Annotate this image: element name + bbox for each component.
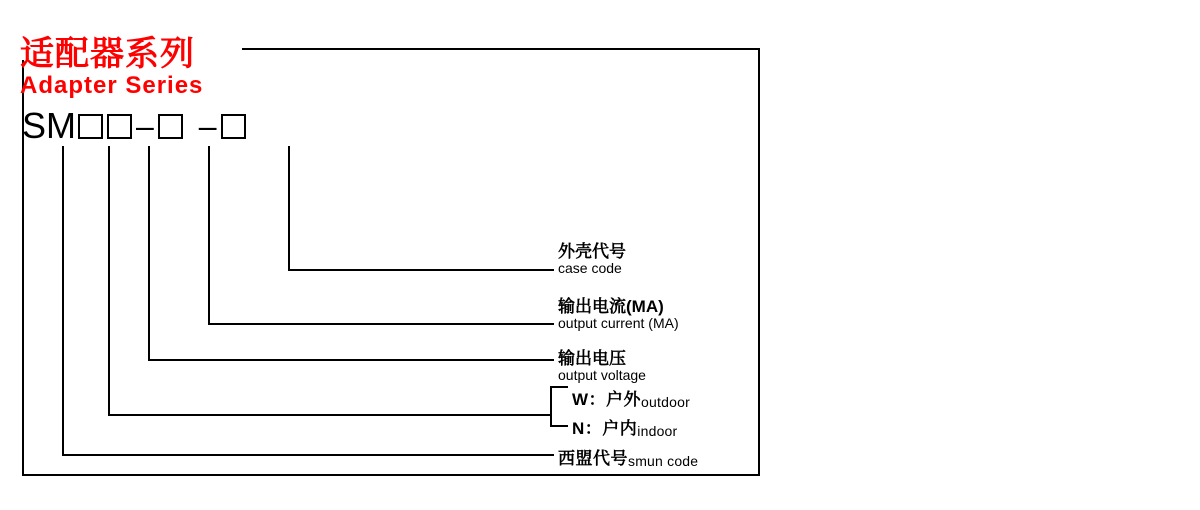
callout-case-code-en: case code (558, 259, 622, 276)
stub-current (208, 146, 210, 160)
code-box-voltage-b (107, 114, 132, 139)
frame-top-line (242, 48, 760, 50)
callout-indoor-en: indoor (637, 423, 678, 439)
callout-outdoor (572, 385, 690, 410)
model-code-pattern (22, 106, 248, 146)
leader-voltage-vertical (148, 160, 150, 360)
leader-current-vertical (208, 160, 210, 324)
code-box-voltage-a (78, 114, 103, 139)
stub-smun (62, 146, 64, 160)
callout-output-current (558, 298, 679, 331)
callout-case-code (558, 243, 626, 276)
frame-right-line (758, 48, 760, 476)
leader-indoor-outdoor-horizontal (108, 414, 550, 416)
frame-bottom-line (22, 474, 760, 476)
leader-case-horizontal (288, 269, 554, 271)
callout-smun-code-cn: 西盟代号 (558, 449, 628, 468)
bracket-vertical (550, 386, 552, 426)
stub-case (288, 146, 290, 160)
callout-output-voltage-en: output voltage (558, 366, 646, 383)
stub-indoor-outdoor (108, 146, 110, 160)
title-english: Adapter Series (20, 72, 204, 99)
code-dash-2: – (198, 108, 217, 144)
callout-outdoor-en: outdoor (641, 394, 690, 410)
callout-output-current-en: output current (MA) (558, 314, 679, 331)
model-prefix: SM (22, 105, 76, 146)
callout-indoor (572, 414, 677, 439)
stub-voltage (148, 146, 150, 160)
leader-current-horizontal (208, 323, 554, 325)
callout-smun-code (558, 444, 698, 469)
leader-smun-horizontal (62, 454, 554, 456)
code-box-case (221, 114, 246, 139)
callout-outdoor-cn: W：户外 (572, 390, 642, 409)
callout-case-code-cn: 外壳代号 (558, 242, 626, 261)
callout-output-voltage-cn: 输出电压 (558, 349, 626, 368)
bracket-arm-outdoor (550, 386, 568, 388)
leader-case-vertical (288, 160, 290, 270)
bracket-arm-indoor (550, 425, 568, 427)
callout-indoor-cn: N：户内 (572, 419, 638, 438)
callout-smun-code-en: smun code (628, 453, 699, 469)
leader-voltage-horizontal (148, 359, 554, 361)
callout-output-voltage (558, 350, 646, 383)
callout-output-current-cn: 输出电流(MA) (558, 297, 664, 316)
leader-indoor-outdoor-vertical (108, 160, 110, 415)
code-box-current (158, 114, 183, 139)
title-chinese: 适配器系列 (20, 35, 195, 73)
leader-smun-vertical (62, 160, 64, 455)
code-dash-1: – (136, 108, 154, 144)
